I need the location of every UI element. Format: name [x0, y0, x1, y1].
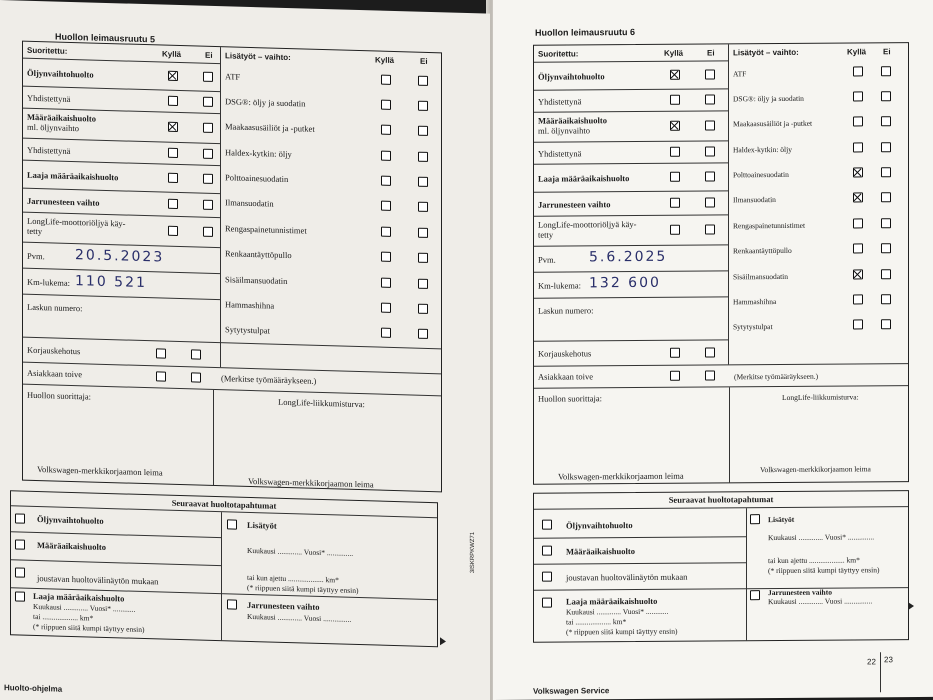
extra-yes-checkbox[interactable]: [381, 74, 391, 84]
service-row: [534, 140, 728, 163]
service-no-checkbox[interactable]: [705, 197, 715, 207]
next-taikun-text: tai kun ajettu ................... km*: [768, 555, 860, 566]
laskun-label: Laskun numero:: [538, 305, 594, 316]
service-yes-checkbox[interactable]: [168, 148, 178, 158]
extra-yes-checkbox[interactable]: [381, 201, 391, 211]
service-label: Öljynvaihtohuolto: [27, 67, 94, 80]
extra-yes-checkbox[interactable]: [381, 125, 391, 135]
extra-label: Rengaspainetunnistimet: [733, 220, 806, 231]
km-handwritten-value[interactable]: 132 600: [589, 274, 661, 292]
asiakkaan-row: [534, 363, 908, 388]
km-row: [534, 270, 728, 297]
pvm-handwritten-value[interactable]: 20.5.2023: [75, 247, 165, 266]
extra-row: [729, 84, 908, 111]
next-laaja-label: Laaja määräaikaishuolto: [33, 590, 125, 604]
service-no-checkbox[interactable]: [203, 227, 213, 237]
extra-no-checkbox[interactable]: [881, 269, 891, 279]
service-label: Yhdistettynä: [27, 144, 71, 156]
extra-label: Maakaasusäiliöt ja -putket: [733, 119, 813, 129]
service-no-checkbox[interactable]: [203, 123, 213, 133]
service-no-checkbox[interactable]: [705, 171, 715, 181]
next-jarru-label: Jarrunesteen vaihto: [247, 599, 320, 612]
service-no-checkbox[interactable]: [705, 94, 715, 104]
merkitse-note: (Merkitse työmääräykseen.): [734, 371, 819, 382]
stamp-box-right: [533, 42, 909, 485]
extra-row: [729, 211, 908, 238]
extra-label: Haldex-kytkin: öljy: [733, 144, 792, 155]
extra-no-checkbox[interactable]: [881, 193, 891, 203]
service-yes-checkbox[interactable]: [168, 122, 178, 132]
service-label-cont: ml. öljynvaihto: [27, 121, 79, 134]
extra-no-checkbox[interactable]: [418, 202, 428, 212]
next-oljy-checkbox[interactable]: [542, 520, 552, 530]
service-yes-checkbox[interactable]: [670, 147, 680, 157]
next-kuukausi-text: Kuukausi ............. Vuosi* ..............: [247, 545, 354, 558]
km-handwritten-value[interactable]: 110 521: [75, 273, 147, 292]
next-lisatyot-label: Lisätyöt: [768, 514, 795, 525]
suoritettu-header: Suoritettu:: [538, 49, 579, 59]
page-number-left: 22: [867, 657, 876, 667]
km-label: Km-lukema:: [27, 276, 70, 288]
extra-label: Sisäilmansuodatin: [225, 273, 288, 286]
extra-yes-checkbox[interactable]: [381, 252, 391, 262]
extra-yes-checkbox[interactable]: [381, 277, 391, 287]
asiakkaan-label: Asiakkaan toive: [27, 367, 82, 380]
next-joustava-checkbox[interactable]: [15, 567, 25, 577]
service-label: Määräaikaishuolto: [538, 115, 607, 126]
extra-no-checkbox[interactable]: [418, 126, 428, 136]
extra-label: Polttoainesuodatin: [225, 172, 289, 185]
next-jarru-kk: Kuukausi ............. Vuosi ...............: [768, 596, 873, 607]
service-label: Yhdistettynä: [538, 96, 582, 107]
extra-no-checkbox[interactable]: [418, 177, 428, 187]
extra-no-checkbox[interactable]: [418, 278, 428, 288]
stamp-area: [23, 384, 441, 492]
service-no-checkbox[interactable]: [203, 174, 213, 184]
extra-label: DSG®: öljy ja suodatin: [225, 96, 306, 109]
next-lisatyot-checkbox[interactable]: [750, 514, 760, 524]
extra-no-checkbox[interactable]: [418, 329, 428, 339]
korjaus-no-checkbox[interactable]: [705, 347, 715, 357]
extra-row: [729, 237, 908, 264]
service-no-checkbox[interactable]: [203, 97, 213, 107]
service-label: Jarrunesteen vaihto: [538, 199, 611, 210]
service-no-checkbox[interactable]: [705, 120, 715, 130]
service-label: LongLife-moottoriöljyä käy-: [538, 218, 637, 230]
extra-no-checkbox[interactable]: [881, 167, 891, 177]
extra-label: Haldex-kytkin: öljy: [225, 147, 292, 159]
leima1-label: Volkswagen-merkkikorjaamon leima: [37, 464, 163, 478]
service-yes-checkbox[interactable]: [168, 226, 178, 236]
extra-no-checkbox[interactable]: [881, 91, 891, 101]
longlife-label: LongLife-liikkumisturva:: [782, 392, 859, 402]
korjaus-label: Korjauskehotus: [538, 348, 592, 359]
extra-label: Renkaantäyttöpullo: [225, 248, 292, 261]
korjaus-row: [534, 339, 729, 365]
pvm-label: Pvm.: [538, 254, 556, 265]
service-label-cont: tetty: [27, 225, 43, 237]
lisatyot-header: Lisätyöt – vaihto:: [225, 51, 291, 63]
next-joustava-checkbox[interactable]: [542, 572, 552, 582]
extra-label: Hammashihna: [225, 299, 275, 311]
extra-no-checkbox[interactable]: [881, 294, 891, 304]
next-laaja-riip: (* riippuen siitä kumpi täyttyy ensin): [566, 626, 678, 637]
extra-yes-checkbox[interactable]: [381, 328, 391, 338]
extra-yes-checkbox[interactable]: [381, 226, 391, 236]
next-arrow-icon: [440, 637, 446, 645]
extra-row: [729, 186, 908, 213]
next-taikun-text: tai kun ajettu ................... km*: [247, 572, 339, 585]
extra-yes-checkbox[interactable]: [853, 294, 863, 304]
extra-label: Ilmansuodatin: [225, 197, 274, 210]
services-header: [534, 44, 728, 61]
extra-row: [729, 287, 908, 314]
next-laaja-label: Laaja määräaikaishuolto: [566, 595, 658, 607]
extra-yes-checkbox[interactable]: [853, 91, 863, 101]
suorittaja-label: Huollon suorittaja:: [538, 393, 602, 404]
service-yes-checkbox[interactable]: [670, 95, 680, 105]
laskun-label: Laskun numero:: [27, 301, 83, 314]
extra-yes-checkbox[interactable]: [853, 193, 863, 203]
extras-column: [729, 43, 908, 339]
next-laaja-kk: Kuukausi ............. Vuosi* ............: [33, 601, 136, 614]
extra-label: ATF: [733, 68, 747, 78]
extra-label: Renkaantäyttöpullo: [733, 246, 792, 256]
merkitse-note: (Merkitse työmääräykseen.): [221, 373, 317, 386]
extra-row: [729, 110, 908, 137]
next-services-title: Seuraavat huoltotapahtumat: [11, 491, 437, 518]
next-maara-label: Määräaikaishuolto: [566, 546, 635, 557]
extras-column: [221, 47, 441, 348]
ei-header: Ei: [707, 48, 715, 58]
asiakkaan-no-checkbox[interactable]: [705, 370, 715, 380]
next-laaja-tai: tai ................... km*: [566, 617, 627, 627]
next-jarru-label: Jarrunesteen vaihto: [768, 587, 832, 598]
service-yes-checkbox[interactable]: [670, 121, 680, 131]
extra-no-checkbox[interactable]: [418, 101, 428, 111]
service-yes-checkbox[interactable]: [670, 172, 680, 182]
extra-no-checkbox[interactable]: [881, 243, 891, 253]
next-jarru-checkbox[interactable]: [750, 590, 760, 600]
next-jarru-kk: Kuukausi ............. Vuosi ...............: [247, 611, 352, 624]
extra-row: [729, 135, 908, 162]
extra-no-checkbox[interactable]: [881, 142, 891, 152]
km-label: Km-lukema:: [538, 280, 581, 291]
extra-yes-checkbox[interactable]: [853, 142, 863, 152]
extra-no-checkbox[interactable]: [881, 66, 891, 76]
kylla-header: Kyllä: [162, 49, 182, 60]
kylla-header: Kyllä: [375, 55, 395, 66]
extra-label: Polttoainesuodatin: [733, 170, 789, 180]
extra-row: [729, 262, 908, 289]
next-maara-checkbox[interactable]: [15, 539, 25, 549]
laskun-row: [534, 296, 728, 321]
asiakkaan-label: Asiakkaan toive: [538, 371, 593, 382]
stamp-box-title: Huollon leimausruutu 5: [55, 31, 156, 45]
asiakkaan-yes-checkbox[interactable]: [670, 371, 680, 381]
next-kuukausi-text: Kuukausi ............. Vuosi* ..............: [768, 532, 875, 543]
extra-label: Sytytystulpat: [733, 322, 773, 332]
extra-yes-checkbox[interactable]: [381, 100, 391, 110]
service-yes-checkbox[interactable]: [168, 71, 178, 81]
service-yes-checkbox[interactable]: [670, 198, 680, 208]
next-laaja-tai: tai ................... km*: [33, 611, 94, 623]
kylla-header: Kyllä: [664, 48, 684, 58]
extra-yes-checkbox[interactable]: [853, 218, 863, 228]
next-laaja-riip: (* riippuen siitä kumpi täyttyy ensin): [33, 621, 145, 635]
extra-label: ATF: [225, 70, 241, 82]
service-no-checkbox[interactable]: [203, 72, 213, 82]
next-services-box: [10, 490, 438, 647]
extra-label: Ilmansuodatin: [733, 195, 776, 205]
next-laaja-checkbox[interactable]: [542, 598, 552, 608]
extra-no-checkbox[interactable]: [418, 75, 428, 85]
next-joustava-label: joustavan huoltovälinäytön mukaan: [37, 573, 159, 587]
ei-header: Ei: [205, 50, 213, 60]
right-footer: Volkswagen Service: [533, 686, 610, 696]
extra-label: Sytytystulpat: [225, 324, 270, 336]
extra-yes-checkbox[interactable]: [853, 269, 863, 279]
extra-no-checkbox[interactable]: [881, 117, 891, 127]
next-laaja-checkbox[interactable]: [15, 591, 25, 601]
asiakkaan-yes-checkbox[interactable]: [156, 371, 166, 381]
asiakkaan-no-checkbox[interactable]: [191, 372, 201, 382]
extra-label: Rengaspainetunnistimet: [225, 223, 307, 236]
extra-label: Hammashihna: [733, 296, 777, 307]
leima2-label: Volkswagen-merkkikorjaamon leima: [760, 464, 871, 475]
service-no-checkbox[interactable]: [705, 224, 715, 234]
next-maara-label: Määräaikaishuolto: [37, 540, 106, 552]
services-column: [23, 42, 221, 368]
extra-row: [729, 59, 908, 86]
services-column: [534, 44, 729, 365]
service-no-checkbox[interactable]: [203, 200, 213, 210]
extra-no-checkbox[interactable]: [418, 253, 428, 263]
page-number-right: 23: [884, 655, 893, 665]
extra-yes-checkbox[interactable]: [381, 303, 391, 313]
ei-header: Ei: [883, 47, 891, 57]
service-yes-checkbox[interactable]: [168, 173, 178, 183]
suorittaja-label: Huollon suorittaja:: [27, 389, 91, 402]
service-label: Yhdistettynä: [538, 148, 582, 159]
next-jarru-checkbox[interactable]: [227, 599, 237, 609]
lisatyot-header: Lisätyöt – vaihto:: [733, 47, 799, 58]
pvm-label: Pvm.: [27, 250, 45, 262]
korjaus-label: Korjauskehotus: [27, 344, 81, 357]
extra-row: [729, 161, 908, 188]
stamp-area: [534, 385, 908, 484]
left-footer: Huolto-ohjelma: [4, 683, 63, 694]
pvm-handwritten-value[interactable]: 5.6.2025: [589, 248, 668, 266]
pvm-row: [534, 244, 728, 271]
service-row: [534, 60, 728, 89]
suoritettu-header: Suoritettu:: [27, 45, 68, 56]
korjaus-yes-checkbox[interactable]: [670, 348, 680, 358]
service-row: [534, 214, 728, 245]
longlife-label: LongLife-liikkumisturva:: [278, 396, 365, 410]
extra-no-checkbox[interactable]: [418, 304, 428, 314]
extra-yes-checkbox[interactable]: [381, 176, 391, 186]
next-services-box: [533, 490, 909, 643]
service-row: [534, 110, 728, 141]
service-row: [534, 88, 728, 111]
extra-row: [729, 313, 908, 340]
next-oljy-label: Öljynvaihtohuolto: [566, 520, 633, 531]
service-label: Laaja määräaikaishuolto: [538, 173, 630, 184]
extra-no-checkbox[interactable]: [881, 218, 891, 228]
service-label: Yhdistettynä: [27, 92, 71, 104]
next-riippuen-text: (* riippuen siitä kumpi täyttyy ensin): [247, 582, 359, 596]
service-yes-checkbox[interactable]: [670, 70, 680, 80]
extra-yes-checkbox[interactable]: [853, 244, 863, 254]
right-page: [493, 0, 933, 700]
next-joustava-label: joustavan huoltovälinäytön mukaan: [566, 571, 688, 583]
service-label: Laaja määräaikaishuolto: [27, 169, 119, 183]
extra-yes-checkbox[interactable]: [853, 320, 863, 330]
service-yes-checkbox[interactable]: [670, 225, 680, 235]
next-lisatyot-checkbox[interactable]: [227, 519, 237, 529]
stamp-box-title: Huollon leimausruutu 6: [535, 27, 636, 38]
extra-no-checkbox[interactable]: [418, 151, 428, 161]
stamp-box-left: [22, 41, 442, 493]
korjaus-no-checkbox[interactable]: [191, 349, 201, 359]
extra-yes-checkbox[interactable]: [853, 168, 863, 178]
extra-label: DSG®: öljy ja suodatin: [733, 93, 804, 104]
extra-label: Sisäilmansuodatin: [733, 271, 788, 281]
service-yes-checkbox[interactable]: [168, 199, 178, 209]
extra-no-checkbox[interactable]: [881, 320, 891, 330]
leima2-label: Volkswagen-merkkikorjaamon leima: [248, 475, 374, 490]
service-label-cont: ml. öljynvaihto: [538, 125, 590, 136]
extra-yes-checkbox[interactable]: [381, 150, 391, 160]
next-services-title: Seuraavat huoltotapahtumat: [534, 491, 908, 510]
service-label: Jarrunesteen vaihto: [27, 195, 100, 208]
next-riippuen-text: (* riippuen siitä kumpi täyttyy ensin): [768, 565, 880, 576]
side-code: 3ISKRPKWZ71: [470, 531, 476, 574]
ei-header: Ei: [420, 56, 428, 66]
service-row: [534, 162, 728, 191]
extra-yes-checkbox[interactable]: [853, 66, 863, 76]
extra-yes-checkbox[interactable]: [853, 117, 863, 127]
kylla-header: Kyllä: [847, 47, 867, 57]
korjaus-yes-checkbox[interactable]: [156, 348, 166, 358]
service-label-cont: tetty: [538, 229, 554, 240]
service-no-checkbox[interactable]: [705, 146, 715, 156]
next-oljy-checkbox[interactable]: [15, 513, 25, 523]
service-label: Määräaikaishuolto: [27, 111, 96, 124]
next-maara-checkbox[interactable]: [542, 546, 552, 556]
service-no-checkbox[interactable]: [705, 69, 715, 79]
service-label: Öljynvaihtohuolto: [538, 71, 605, 82]
service-no-checkbox[interactable]: [203, 149, 213, 159]
service-label: LongLife-moottoriöljyä käy-: [27, 215, 126, 229]
laskun-row: [23, 294, 220, 324]
leima1-label: Volkswagen-merkkikorjaamon leima: [558, 470, 684, 482]
service-yes-checkbox[interactable]: [168, 96, 178, 106]
next-arrow-icon: [908, 602, 914, 610]
next-oljy-label: Öljynvaihtohuolto: [37, 514, 104, 526]
next-lisatyot-label: Lisätyöt: [247, 519, 277, 531]
extras-header: [729, 43, 908, 60]
extra-no-checkbox[interactable]: [418, 228, 428, 238]
next-laaja-kk: Kuukausi ............. Vuosi* ............: [566, 606, 669, 617]
extra-label: Maakaasusäiliöt ja -putket: [225, 121, 315, 135]
service-row: [534, 190, 728, 215]
